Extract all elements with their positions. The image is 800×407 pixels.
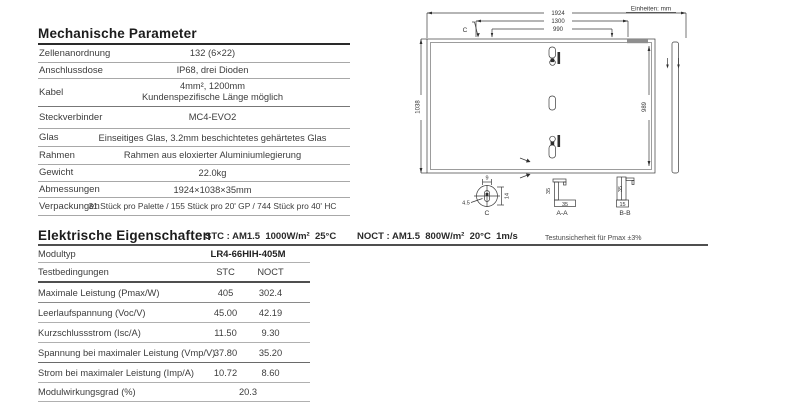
- stc-column-header: STC: [216, 267, 235, 277]
- row-label: Modultyp: [38, 249, 76, 259]
- table-row: [38, 323, 310, 343]
- table-row: [38, 79, 350, 107]
- efficiency-value: 20.3: [238, 387, 258, 397]
- stc-value: 405: [217, 287, 234, 298]
- detail-c-dim-4-5: 4.5: [462, 200, 470, 207]
- stc-value: 45.00: [213, 307, 238, 318]
- detail-c-caption: C: [484, 210, 490, 217]
- section-bb-caption: B-B: [619, 210, 631, 217]
- row-label: Leerlaufspannung (Voc/V): [38, 307, 146, 318]
- table-row: [38, 63, 350, 79]
- row-label: Modulwirkungsgrad (%): [38, 387, 136, 397]
- test-uncertainty: Testunsicherheit für Pmax ±3%: [545, 235, 642, 242]
- detail-c-leader-label: C: [462, 27, 468, 34]
- section-bb-dim-width: 15: [619, 202, 626, 208]
- stc-value: 10.72: [213, 367, 238, 378]
- table-row: [38, 165, 350, 183]
- table-row: [38, 107, 350, 130]
- noct-value: 9.30: [261, 327, 280, 338]
- row-value: IP68, drei Dioden: [176, 65, 249, 75]
- efficiency-row: [38, 383, 310, 402]
- dim-989: 989: [642, 101, 648, 113]
- dim-1038: 1038: [415, 100, 422, 114]
- section-bb-dim-height: 35: [618, 185, 624, 193]
- module-type-value: LR4-66HIH-405M: [210, 248, 286, 260]
- electrical-title: Elektrische Eigenschaften: [38, 228, 212, 243]
- row-value: 22.0kg: [198, 167, 227, 178]
- row-value: 1924×1038×35mm: [173, 184, 252, 195]
- table-row: [38, 303, 310, 323]
- technical-drawing: [408, 2, 798, 228]
- row-value-line1: 4mm², 1200mm: [179, 80, 246, 91]
- section-aa-dim-height: 35: [546, 187, 552, 195]
- row-value: 31 Stück pro Palette / 155 Stück pro 20' GP / 744 Stück pro 40' HC: [88, 201, 337, 212]
- row-label: Abmessungen: [39, 184, 100, 195]
- detail-c-dim-9: 9: [485, 175, 489, 182]
- row-label: Maximale Leistung (Pmax/W): [38, 287, 160, 298]
- noct-value: 8.60: [261, 367, 280, 378]
- mechanical-parameters-table: [38, 25, 350, 216]
- stc-value: 37.80: [213, 347, 238, 358]
- row-label: Rahmen: [39, 149, 75, 161]
- electrical-table: [38, 246, 310, 402]
- noct-value: 35.20: [258, 347, 283, 358]
- table-row: [38, 45, 350, 63]
- row-label: Strom bei maximaler Leistung (Imp/A): [38, 367, 195, 378]
- dim-990: 990: [552, 27, 564, 34]
- module-type-row: [38, 246, 310, 263]
- row-value: 132 (6×22): [189, 48, 236, 59]
- noct-conditions: NOCT : AM1.5 800W/m² 20°C 1m/s: [357, 231, 518, 242]
- electrical-header: [38, 227, 708, 246]
- row-label: Spannung bei maximaler Leistung (Vmp/V): [38, 347, 216, 358]
- units-label: Einheiten: mm: [630, 5, 672, 13]
- test-conditions-row: [38, 263, 310, 283]
- table-row: [38, 147, 350, 165]
- row-label: Verpackungen: [39, 200, 100, 212]
- table-row: [38, 363, 310, 383]
- table-row: [38, 129, 350, 147]
- row-value: Rahmen aus eloxierter Aluminiumlegierung: [123, 150, 302, 161]
- stc-value: 11.50: [214, 327, 237, 338]
- table-row: [38, 283, 310, 303]
- table-row: [38, 343, 310, 363]
- row-value: [75, 81, 350, 104]
- row-value-line2: Kundenspezifische Länge möglich: [141, 92, 284, 102]
- detail-c-dim-14: 14: [504, 192, 511, 200]
- row-value: Einseitiges Glas, 3.2mm beschichtetes gehärtetes Glas: [98, 132, 327, 143]
- row-label: Gewicht: [39, 167, 74, 179]
- dim-1924: 1924: [551, 11, 565, 18]
- row-label: Testbedingungen: [38, 267, 109, 277]
- row-label: Steckverbinder: [39, 111, 103, 123]
- row-label: Anschlussdose: [39, 64, 103, 76]
- stc-conditions: STC : AM1.5 1000W/m² 25°C: [205, 231, 337, 242]
- row-label: Zellenanordnung: [39, 47, 111, 59]
- row-value: MC4-EVO2: [188, 112, 237, 123]
- noct-value: 302.4: [258, 287, 283, 298]
- table-row: [38, 198, 350, 216]
- panel-dimension-drawing: [408, 2, 798, 228]
- table-row: [38, 182, 350, 198]
- row-label: Kurzschlussstrom (Isc/A): [38, 327, 141, 338]
- noct-value: 42.19: [258, 307, 283, 318]
- mechanical-title: Mechanische Parameter: [38, 26, 197, 41]
- mechanical-title-row: [38, 25, 350, 45]
- dim-1300: 1300: [551, 19, 565, 26]
- noct-column-header: NOCT: [257, 267, 284, 277]
- section-aa-caption: A-A: [556, 210, 568, 217]
- row-label: Glas: [39, 132, 59, 143]
- section-aa-dim-width: 35: [561, 202, 569, 208]
- row-label: Kabel: [39, 86, 64, 98]
